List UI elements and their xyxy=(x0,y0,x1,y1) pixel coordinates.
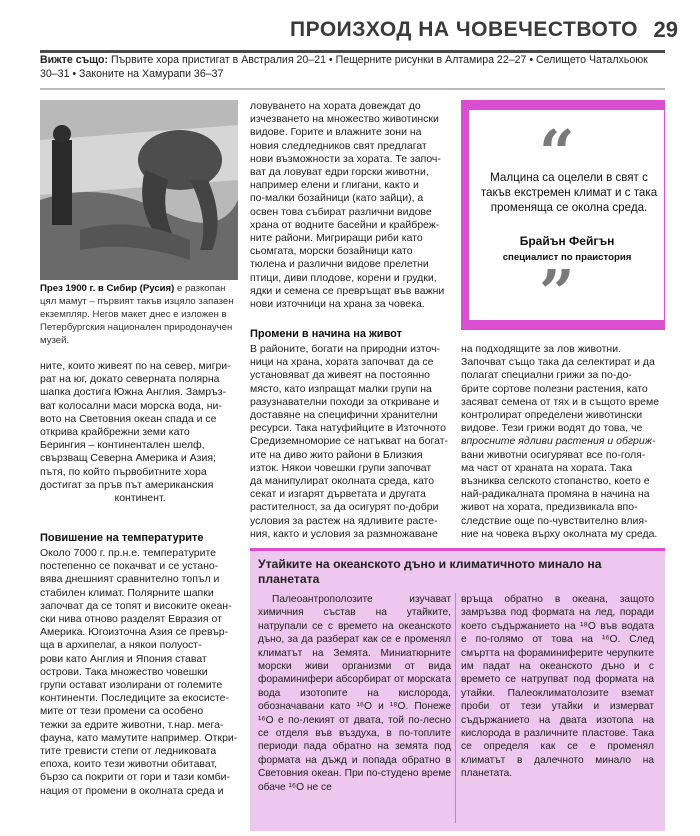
photo-caption-lead: През 1900 г. в Сибир (Русия) xyxy=(40,283,175,294)
text-line: възниква селското стопанство, което е xyxy=(461,475,650,488)
section-title: ПРОИЗХОД НА ЧОВЕЧЕСТВОТО xyxy=(290,18,638,41)
text-line: Започват също така да селектират и да xyxy=(461,356,655,369)
text-line: впросните ядливи растения и обгриж- xyxy=(461,435,656,448)
text-line: тите тревисти степи от ледниковата xyxy=(40,745,217,758)
photo-caption xyxy=(40,282,240,347)
text-line: видове. Горите и влажните зони на xyxy=(250,126,422,139)
text-line: вото на Световния океан спада и се xyxy=(40,412,217,425)
text-line: епоха, които тези животни обитават, xyxy=(40,758,218,771)
text-line: освен това събират различни видове xyxy=(250,205,432,218)
page-header xyxy=(0,14,700,50)
see-also-rule xyxy=(40,88,665,90)
sidebar-box xyxy=(250,548,665,831)
text-line: ма част от храната на хората. Така xyxy=(461,461,633,474)
text-line: условия за растеж на ядливите расте- xyxy=(250,514,438,527)
text-line: Средиземноморие се натъкват на богат- xyxy=(250,435,449,448)
text-line: контролират определени животински xyxy=(461,409,643,422)
text-line: растителност, за да осигурят по-добри xyxy=(250,501,439,514)
text-line: храна от водните басейни и крайбреж- xyxy=(250,218,440,231)
text-line: засяват семена от тях и в същото време xyxy=(461,395,660,408)
see-also-label: Вижте също: xyxy=(40,54,108,66)
text-line: птици, диви плодове, корени и грудки, xyxy=(250,271,437,284)
text-line: постепенно се покачват и се устано- xyxy=(40,560,219,573)
quote-author: Брайън Фейгън xyxy=(519,234,615,248)
text-line: ите на диво жито райони в Близкия xyxy=(250,448,423,461)
text-line: доставяне на специфични хранителни xyxy=(250,409,438,422)
text-line: полагат специални грижи за по-до- xyxy=(461,369,632,382)
text-line: започват да се топят и високите океан- xyxy=(40,599,232,612)
quote-role: специалист по праистория xyxy=(502,252,632,263)
text-line: фауна, като мамутите например. Откри- xyxy=(40,731,238,744)
text-line: шапка достига Южна Англия. Замръз- xyxy=(40,386,226,399)
text-line: Берингия – континентален шелф, xyxy=(40,439,205,452)
text-line: стабилен климат. Полярните шапки xyxy=(40,586,214,599)
text-line: установяват да живеят на постоянно xyxy=(250,369,430,382)
text-line: рат на юг, докато северната полярна xyxy=(40,373,220,386)
sidebar-text-left: Палеоантрополозите изучават химичния състав на утайките, натрупали се с времето на океанското дъно, за да разберат как се е променял климатът на Земята. Миниатюрните морски живи организми от вида фораминифери абсорбират от морската вода изотопите на кислорода, обозначавани като ¹⁶О и ¹⁸О. Понеже ¹⁶О е по-лекият от двата, той по-лесно се отделя във въздуха, в по-топлите периоди пада обратно на земята под формата на дъжд и попада обратно в Световния океан. При по-студено време обаче ¹⁶О не се xyxy=(258,594,451,793)
text-line: достигат за пръв път американския xyxy=(40,478,214,491)
text-line: място, като изпращат малки групи на xyxy=(250,382,432,395)
text-line: пътя, по който първобитните хора xyxy=(40,465,207,478)
text-line: новия следледников свят предлагат xyxy=(250,139,427,152)
sidebar-divider xyxy=(455,593,456,823)
text-line: ща в архипелаг, а някои полуост- xyxy=(40,639,202,652)
text-line: нови източници на храна за човека. xyxy=(250,298,425,311)
text-line: живот на хората, предизвикала впо- xyxy=(461,501,638,514)
text-line: В районите, богати на природни източ- xyxy=(250,343,441,355)
text-line: бързо са покрити от гори и тази комби- xyxy=(40,771,231,784)
text-line: ресурси. Така натуфийците в Източното xyxy=(250,422,446,435)
text-line: ядки и семена се превръщат във важни xyxy=(250,284,445,297)
text-line: нови възможности за хората. Те започ- xyxy=(250,152,441,165)
pull-quote xyxy=(461,100,665,330)
heading-temperature: Повишение на температурите xyxy=(40,532,204,544)
text-line: Около 7000 г. пр.н.е. температурите xyxy=(40,547,216,559)
text-line: вява днешният сравнително топъл и xyxy=(40,573,220,586)
see-also-bar xyxy=(40,53,665,81)
text-line: ват колосални маси морска вода, ни- xyxy=(40,399,222,412)
text-line: следствие още по-чувствително влия- xyxy=(461,514,648,527)
mammoth-photo-illustration xyxy=(40,100,238,280)
text-line: ски нива отново разделят Евразия от xyxy=(40,613,222,626)
text-line: ние на човека върху околната му среда. xyxy=(461,527,658,540)
text-line: разузнавателни походи за откриване и xyxy=(250,395,439,408)
text-line: континенти. Последиците за екосисте- xyxy=(40,692,230,705)
quote-text: Малцина са оцелели в свят с такъв екстремен климат и с така променяща се околна среда. xyxy=(480,171,658,214)
right-column xyxy=(461,343,665,541)
text-line: най-радикалната промяна в начина на xyxy=(461,488,650,501)
text-line: ните, които живеят по на север, мигри- xyxy=(40,360,231,372)
text-line: открива крайбрежни земи като xyxy=(40,426,190,439)
text-line: например елени и глигани, както и xyxy=(250,179,419,192)
text-line: изчезването на множество животински xyxy=(250,113,439,126)
text-line: мите от тези промени са особено xyxy=(40,705,204,718)
text-line: брите сортове полезни растения, като xyxy=(461,382,648,395)
text-line: континент. xyxy=(114,492,166,505)
text-line: ват да ловуват едри горски животни, xyxy=(250,166,429,179)
see-also-text: Първите хора пристигат в Австралия 20–21 • Пещерните рисунки в Алтамира 22–27 • Селището Чаталхьоюк 30–31 • Законите на Хамурапи 36–37 xyxy=(40,54,648,80)
text-line: ловуването на хората довеждат до xyxy=(250,100,421,112)
mid-column-top xyxy=(250,100,450,311)
text-line: сьомгата, морски бозайници като xyxy=(250,245,413,258)
text-line: острови. Така множество човешки xyxy=(40,665,208,678)
close-quote-icon: ” xyxy=(539,256,575,329)
text-line: вани животни осигуряват все по-голя- xyxy=(461,448,646,461)
sidebar-text-right: връща обратно в океана, защото замръзва под формата на лед, поради което съдържанието на ¹⁸О във водата е по-голямо от това на ¹⁶О. След смъртта на фораминиферите черупките им падат на океанското дъно и с времето се натрупват под формата на утайки. Палеоклиматолозите вземат проби от тези утайки и измерват съдържанието на двата изотопа на кислорода в различните пластове. Така се определя как се е променял климатът в далечното минало на планетата. xyxy=(461,594,654,780)
text-line: на подходящите за лов животни. xyxy=(461,343,621,355)
text-line: да манипулират околната среда, като xyxy=(250,475,435,488)
open-quote-icon: “ xyxy=(539,116,575,189)
text-line: секат и изгарят дърветата и другата xyxy=(250,488,426,501)
text-line: ните райони. Мигриращи риби като xyxy=(250,232,423,245)
text-line: групи остават изолирани от големите xyxy=(40,679,223,692)
text-line: тюлена и различни видове прелетни xyxy=(250,258,429,271)
text-line: видове. Тези грижи водят до това, че xyxy=(461,422,643,435)
text-line: тежки за едрите животни, т.нар. мега- xyxy=(40,718,224,731)
left-column-bottom xyxy=(40,547,240,798)
photo-caption-text: е разкопан цял мамут – първият такъв изцяло запазен екземпляр. Негов макет днес е изложен в Петербургския национален природонаучен музей. xyxy=(40,283,234,346)
text-line: рови като Англия и Япония стават xyxy=(40,652,207,665)
text-line: по-малки бозайници (като зайци), а xyxy=(250,192,424,205)
text-line: нация от промени в околната среда и xyxy=(40,784,224,797)
mid-column-bottom xyxy=(250,343,450,541)
text-line: ния, както и условия за размножаване xyxy=(250,527,438,540)
text-line: Америка. Югоизточна Азия се превър- xyxy=(40,626,229,639)
text-line: ници на храна, хората започват да се xyxy=(250,356,434,369)
text-line: свързващ Северна Америка и Азия; xyxy=(40,452,216,465)
left-column-top xyxy=(40,360,240,505)
mammoth-photo xyxy=(40,100,238,280)
sidebar-title: Утайките на океанското дъно и климатичното минало на планетата xyxy=(258,557,602,586)
text-line: изток. Някои човешки групи започват xyxy=(250,461,432,474)
page-number: 29 xyxy=(653,17,678,42)
heading-lifestyle: Промени в начина на живот xyxy=(250,328,403,340)
